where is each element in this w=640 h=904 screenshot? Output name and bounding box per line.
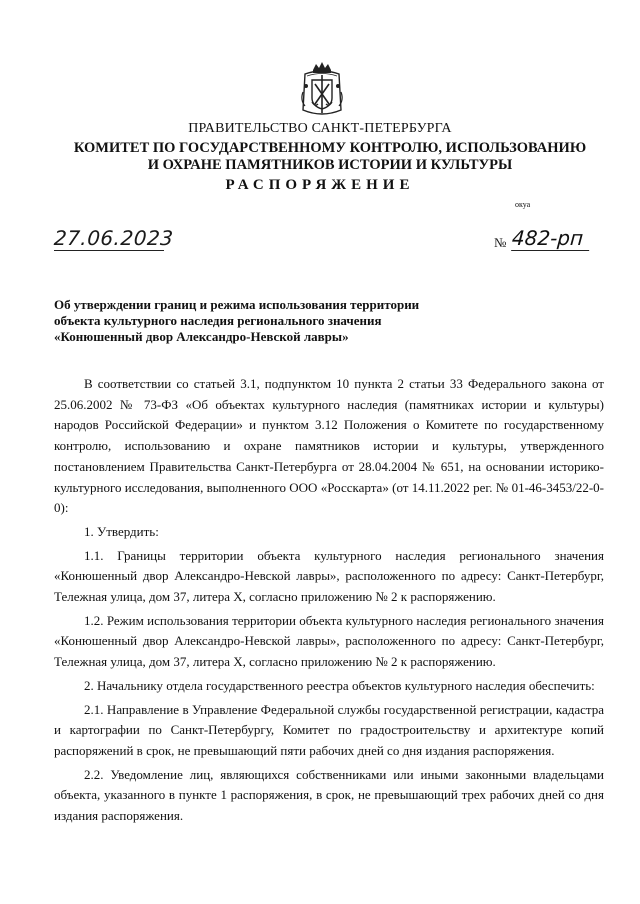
paragraph-item-1-2: 1.2. Режим использования территории объекта культурного наследия регионального значения «Конюшенный двор Александро-Невской лавры», расположенного по адресу: Санкт-Петербург, Тележная улица, дом 37, литера Х, согласно приложению № 2 к распоряжению. bbox=[54, 612, 604, 670]
coat-of-arms-icon bbox=[297, 60, 347, 120]
committee-name bbox=[40, 140, 620, 174]
paragraph-item-2-1: 2.1. Направление в Управление Федеральной службы государственной регистрации, кадастра и картографии по Санкт-Петербургу, Комитет по градостроительству и архитектуре копий распоряжений в срок, не превышающий пяти рабочих дней со дня издания распоряжения. bbox=[54, 701, 604, 758]
number-sign: № bbox=[494, 235, 507, 250]
okua-code-label: окуа bbox=[515, 200, 531, 209]
committee-line-1: КОМИТЕТ ПО ГОСУДАРСТВЕННОМУ КОНТРОЛЮ, ИСПОЛЬЗОВАНИЮ bbox=[73, 140, 587, 156]
subject-line-2: объекта культурного наследия регионального значения bbox=[54, 313, 382, 328]
document-date-field bbox=[53, 226, 175, 251]
paragraph-item-2: 2. Начальнику отдела государственного реестра объектов культурного наследия обеспечить: bbox=[84, 677, 595, 693]
subject-line-1: Об утверждении границ и режима использования территории bbox=[54, 297, 420, 312]
paragraph-preamble: В соответствии со статьей 3.1, подпунктом 10 пункта 2 статьи 33 Федерального закона от 25.06.2002 № 73-ФЗ «Об объектах культурного наследия (памятниках истории и культуры) народов Российской Федерации» и пунктом 3.12 Положения о Комитете по государственному контролю, использованию и охране памятников истории и культуры, утвержденного постановлением Правительства Санкт-Петербурга от 28.04.2004 № 651, на основании историко-культурного исследования, выполненного ООО «Росскарта» (от 14.11.2022 рег. № 01-46-3453/22-0-0): bbox=[54, 376, 604, 516]
government-name: ПРАВИТЕЛЬСТВО САНКТ-ПЕТЕРБУРГА bbox=[188, 121, 452, 136]
document-body bbox=[54, 374, 604, 830]
subject-line-3: «Конюшенный двор Александро-Невской лавры» bbox=[54, 329, 349, 344]
document-subject bbox=[54, 297, 434, 345]
committee-line-2: И ОХРАНЕ ПАМЯТНИКОВ ИСТОРИИ И КУЛЬТУРЫ bbox=[147, 157, 513, 173]
paragraph-item-1: 1. Утвердить: bbox=[84, 523, 159, 539]
document-type-title: РАСПОРЯЖЕНИЕ bbox=[225, 177, 415, 193]
paragraph-item-1-1: 1.1. Границы территории объекта культурного наследия регионального значения «Конюшенный двор Александро-Невской лавры», расположенного по адресу: Санкт-Петербург, Тележная улица, дом 37, литера Х, согласно приложению № 2 к распоряжению. bbox=[54, 547, 604, 605]
paragraph-item-2-2: 2.2. Уведомление лиц, являющихся собственниками или иными законными владельцами объекта, указанного в пункте 1 распоряжения, в срок, не превышающий трех рабочих дней со дня издания распоряжения. bbox=[54, 766, 604, 824]
document-number: 482-рп bbox=[511, 226, 591, 251]
document-date: 27.06.2023 bbox=[53, 226, 175, 250]
